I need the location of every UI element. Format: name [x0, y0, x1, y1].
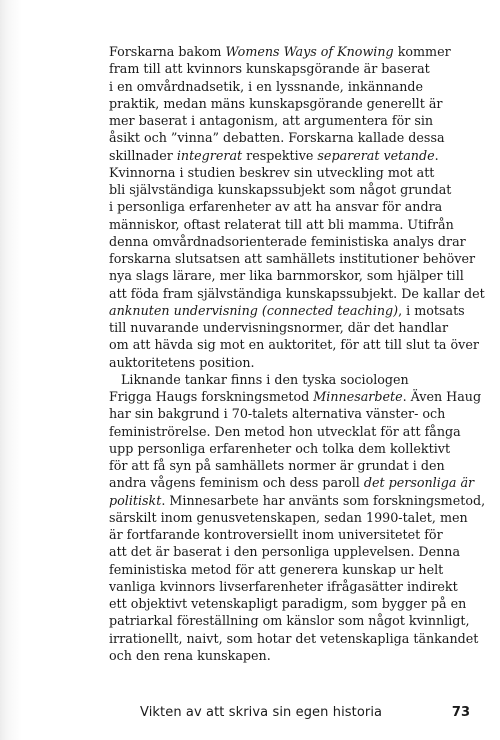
italic-text: politiskt — [109, 492, 162, 508]
text-line — [109, 250, 476, 267]
text-line — [109, 233, 466, 250]
page-footer — [140, 705, 470, 725]
text-segment: har sin bakgrund i 70-talets alternativa vänster- och — [109, 406, 446, 422]
paragraph — [109, 371, 486, 664]
text-segment: nya slags lärare, mer lika barnmorskor, som hjälper till — [109, 268, 464, 284]
text-line — [109, 612, 470, 629]
text-line — [109, 578, 461, 595]
text-line — [109, 112, 461, 129]
text-segment: i en omvårdnadsetik, i en lyssnande, inkännande — [109, 78, 424, 94]
text-segment: feministiska metod för att generera kunskap ur helt — [109, 561, 444, 577]
page-number: 73 — [451, 705, 470, 720]
text-line — [109, 336, 479, 353]
text-segment: patriarkal föreställning om känslor som något kvinnligt, — [109, 613, 470, 629]
text-segment: i personliga erfarenheter av att ha ansvar för andra — [109, 199, 443, 215]
text-segment: denna omvårdnadsorienterade feministiska analys drar — [109, 233, 466, 249]
italic-text: integrerat — [176, 147, 243, 163]
text-line — [109, 43, 461, 60]
text-line — [109, 371, 461, 388]
text-line — [109, 509, 468, 526]
text-line — [109, 595, 467, 612]
italic-text: det personliga är — [363, 475, 475, 491]
italic-text: Minnesarbete — [313, 389, 403, 404]
italic-text: separerat vetande — [317, 147, 435, 163]
text-segment: människor, oftast relaterat till att bli mamma. Utifrån — [109, 216, 454, 232]
text-segment: att det är baserat i den personliga upplevelsen. Denna — [109, 544, 461, 560]
text-segment: bli självständiga kunskapssubjekt som något grundat — [109, 182, 452, 197]
text-segment: irrationellt, naivt, som hotar det vetenskapliga tänkandet — [109, 630, 479, 646]
text-segment: för att få syn på samhällets normer är grundat i den — [109, 458, 445, 473]
text-segment: Frigga Haugs forskningsmetod — [109, 389, 314, 404]
text-segment: mer baserat i antagonism, att argumentera för sin — [109, 113, 434, 128]
text-line — [109, 526, 461, 543]
text-segment: är fortfarande kontroversiellt inom universitetet för — [109, 527, 443, 542]
text-segment: om att hävda sig mot en auktoritet, för att till slut ta över — [109, 337, 479, 353]
text-segment: andra vågens feminism och dess paroll — [109, 475, 364, 491]
text-segment: kommer — [393, 44, 451, 59]
text-line — [109, 267, 464, 284]
text-line — [109, 474, 475, 491]
text-segment: skillnader — [109, 147, 177, 163]
text-line — [109, 543, 461, 560]
text-line — [109, 492, 486, 509]
text-line — [109, 285, 485, 302]
text-segment: åsikt och ”vinna” debatten. Forskarna kallade dessa — [109, 130, 445, 146]
text-segment: att föda fram självständiga kunskapssubjekt. De kallar det — [109, 285, 485, 301]
text-line — [109, 457, 461, 474]
text-line — [109, 60, 461, 77]
text-line — [109, 147, 461, 164]
text-line — [109, 216, 461, 233]
text-line — [109, 319, 461, 336]
italic-text: anknuten undervisning (connected teaching) — [109, 302, 399, 318]
text-segment: ett objektivt vetenskapligt paradigm, som bygger på en — [109, 596, 467, 611]
text-line — [109, 181, 461, 198]
text-segment: och den rena kunskapen. — [109, 647, 271, 663]
text-line — [109, 423, 461, 440]
italic-text: Womens Ways of Knowing — [225, 44, 394, 59]
paragraph — [109, 43, 485, 371]
text-line — [109, 440, 461, 457]
text-line — [109, 78, 461, 95]
text-segment: praktik, medan mäns kunskapsgörande generellt är — [109, 95, 443, 111]
text-segment: särskilt inom genusvetenskapen, sedan 1990-talet, men — [109, 509, 468, 525]
text-segment: . Minnesarbete har använts som forskningsmetod, — [161, 492, 486, 508]
text-segment: Kvinnorna i studien beskrev sin utveckling mot att — [109, 164, 435, 180]
text-line — [109, 647, 461, 664]
text-line — [109, 129, 461, 146]
text-line — [109, 630, 479, 647]
text-line — [109, 164, 461, 181]
text-segment: , i motsats — [398, 302, 465, 318]
body-text — [109, 43, 486, 664]
text-segment: forskarna slutsatsen att samhällets institutioner behöver — [109, 251, 476, 266]
text-segment: feministrörelse. Den metod hon utvecklat för att fånga — [109, 423, 461, 439]
text-segment: Liknande tankar finns i den tyska sociologen — [121, 371, 409, 387]
text-segment: till nuvarande undervisningsnormer, där det handlar — [109, 320, 449, 335]
text-segment: upp personliga erfarenheter och tolka dem kollektivt — [109, 440, 451, 456]
running-title: Vikten av att skriva sin egen historia — [140, 705, 383, 720]
text-line — [109, 561, 461, 578]
text-line — [109, 388, 482, 405]
text-line — [109, 302, 465, 319]
text-line — [109, 95, 461, 112]
text-segment: vanliga kvinnors livserfarenheter ifrågasätter indirekt — [109, 578, 458, 594]
text-line — [109, 405, 461, 422]
text-line — [109, 198, 461, 215]
text-segment: fram till att kvinnors kunskapsgörande är baserat — [109, 61, 430, 77]
text-segment: auktoritetens position. — [109, 354, 255, 370]
text-line — [109, 354, 461, 371]
text-segment: Forskarna bakom — [109, 44, 226, 59]
text-segment: . Även Haug — [402, 389, 482, 404]
text-segment: . — [434, 147, 439, 163]
text-segment: respektive — [242, 147, 318, 163]
